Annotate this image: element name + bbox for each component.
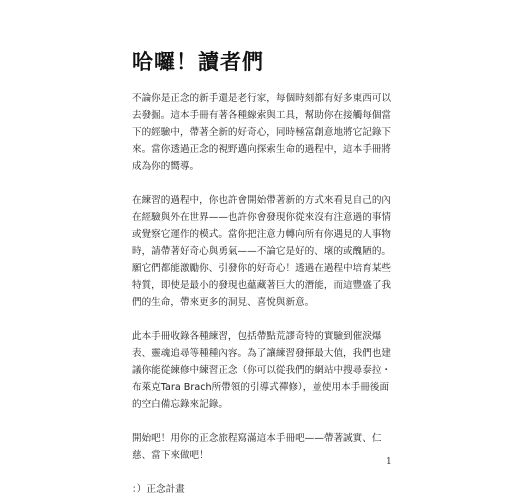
page-title: 哈囉！讀者們	[132, 50, 264, 74]
body-text	[132, 90, 394, 498]
paragraph-intro: 不論你是正念的新手還是老行家，每個時刻都有好多東西可以去發掘。這本手冊有著各種線索與工具，幫助你在接觸每個當下的經驗中，帶著全新的好奇心，同時極富創意地將它記錄下來。當你透過正念的視野邁向探索生命的過程中，這本手冊將成為你的嚮導。	[132, 93, 392, 172]
paragraph-practice: 在練習的過程中，你也許會開始帶著新的方式來看見自己的內在經驗與外在世界——也許你會發現你從來沒有注意過的事情或覺察它運作的模式。當你把注意力轉向所有你遇見的人事物時，請帶著好奇心與勇氣——不論它是好的、壞的或醜陋的。願它們都能激勵你、引發你的好奇心！透過在過程中培育某些特質，即使是最小的發現也蘊藏著巨大的潛能，而這豐盛了我們的生命，帶來更多的洞見、喜悅與新意。	[132, 195, 392, 308]
paragraph-exercises: 此本手冊收錄各種練習，包括帶點荒謬奇特的實驗到催淚爆表、靈魂追尋等種種內容。為了讓練習發揮最大值，我們也建議你能從練修中練習正念（你可以從我們的網站中搜尋泰拉・布萊克Tara Brach所帶領的引導式禪修），並使用本手冊後面的空白備忘錄來記錄。	[132, 331, 392, 410]
paragraph-start: 開始吧！用你的正念旅程寫滿這本手冊吧——帶著誠實、仁慈、當下來做吧！	[132, 433, 382, 461]
page-number: 1	[386, 457, 392, 467]
signature: ：）正念計畫	[132, 484, 185, 495]
